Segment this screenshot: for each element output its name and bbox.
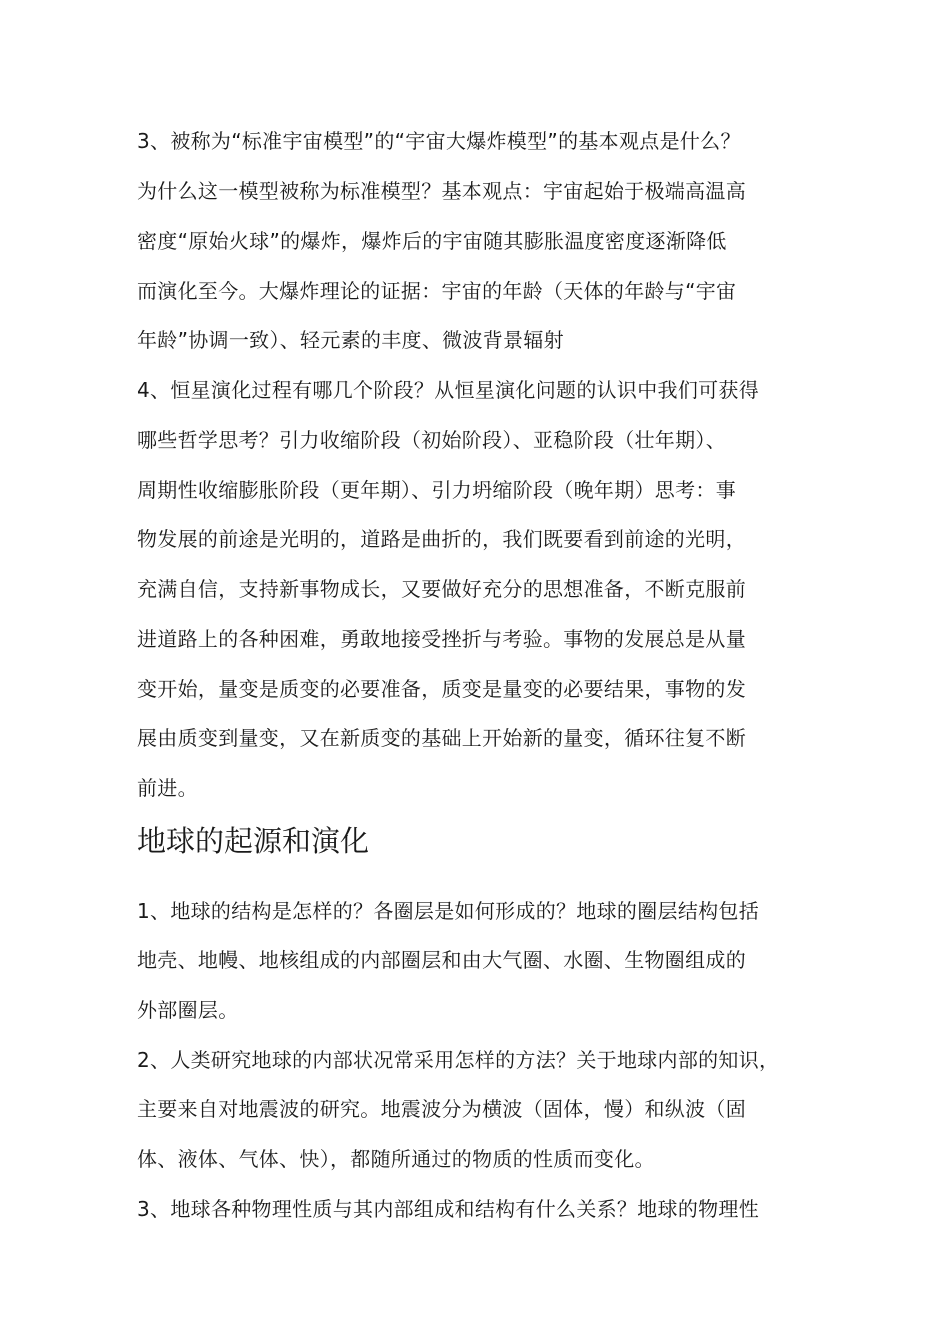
text-line: 4、恒星演化过程有哪几个阶段？从恒星演化问题的认识中我们可获得	[137, 378, 760, 402]
text-line: 密度“原始火球”的爆炸，爆炸后的宇宙随其膨胀温度密度逐渐降低	[137, 229, 727, 253]
text-line: 前进。	[137, 776, 198, 800]
text-line: 主要来自对地震波的研究。地震波分为横波（固体，慢）和纵波（固	[137, 1097, 746, 1121]
text-line: 3、被称为“标准宇宙模型”的“宇宙大爆炸模型”的基本观点是什么？	[137, 129, 741, 153]
text-line: 充满自信，支持新事物成长，又要做好充分的思想准备，不断克服前	[137, 577, 746, 601]
text-line: 为什么这一模型被称为标准模型？基本观点：宇宙起始于极端高温高	[137, 179, 746, 203]
text-line: 展由质变到量变，又在新质变的基础上开始新的量变，循环往复不断	[137, 726, 746, 750]
text-line: 2、人类研究地球的内部状况常采用怎样的方法？关于地球内部的知识，	[137, 1048, 780, 1072]
text-line: 变开始，量变是质变的必要准备，质变是量变的必要结果，事物的发	[137, 677, 746, 701]
section-heading: 地球的起源和演化	[137, 824, 370, 858]
text-line: 周期性收缩膨胀阶段（更年期）、引力坍缩阶段（晚年期）思考：事	[137, 478, 736, 502]
text-line: 年龄”协调一致）、轻元素的丰度、微波背景辐射	[137, 328, 564, 352]
text-line: 进道路上的各种困难，勇敢地接受挫折与考验。事物的发展总是从量	[137, 627, 746, 651]
text-line: 1、地球的结构是怎样的？各圈层是如何形成的？地球的圈层结构包括	[137, 899, 760, 923]
text-line: 3、地球各种物理性质与其内部组成和结构有什么关系？地球的物理性	[137, 1197, 760, 1221]
text-line: 而演化至今。大爆炸理论的证据：宇宙的年龄（天体的年龄与“宇宙	[137, 279, 737, 303]
text-line: 外部圈层。	[137, 998, 239, 1022]
text-line: 物发展的前途是光明的，道路是曲折的，我们既要看到前途的光明，	[137, 527, 746, 551]
text-line: 地壳、地幔、地核组成的内部圈层和由大气圈、水圈、生物圈组成的	[137, 948, 746, 972]
text-line: 哪些哲学思考？引力收缩阶段（初始阶段）、亚稳阶段（壮年期）、	[137, 428, 726, 452]
text-line: 体、液体、气体、快），都随所通过的物质的性质而变化。	[137, 1147, 655, 1171]
